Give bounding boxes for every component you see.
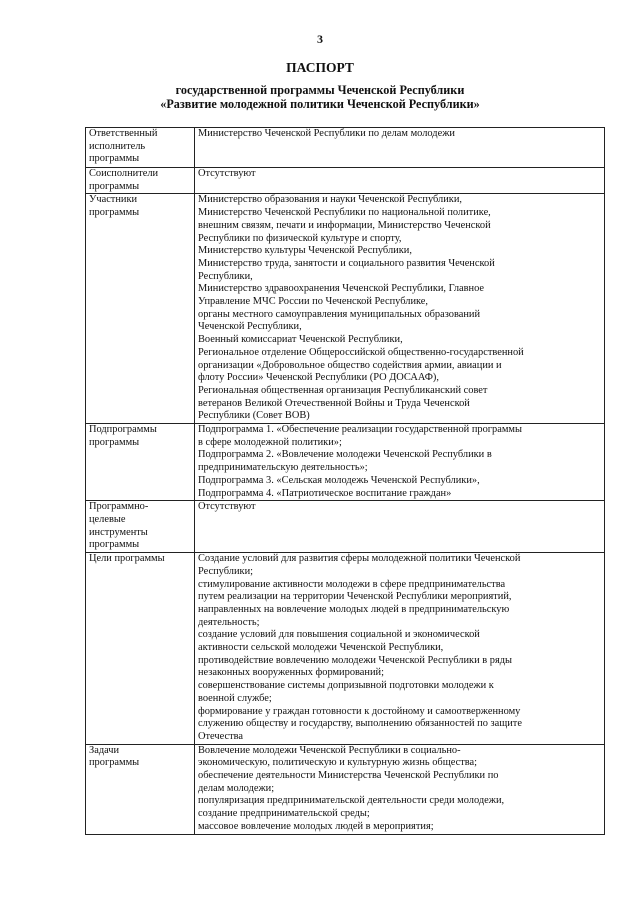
- label-line: Программно-: [89, 501, 149, 513]
- value-line: делам молодежи;: [198, 782, 275, 794]
- label-line: Соисполнители: [89, 168, 159, 179]
- row-label: [86, 194, 195, 424]
- label-line: программы: [89, 153, 140, 165]
- row-label: [86, 501, 195, 553]
- row-value: [195, 128, 605, 168]
- value-line: Региональное отделение Общероссийской общественно-государственной: [198, 346, 524, 358]
- document-subtitle-line-2: «Развитие молодежной политики Чеченской Республики»: [160, 97, 480, 111]
- value-line: формирование у граждан готовности к достойному и самоотверженному: [198, 705, 521, 717]
- row-label: [86, 744, 195, 834]
- value-line: активности сельской молодежи Чеченской Республики,: [198, 642, 444, 654]
- value-line: в сфере молодежной политики»;: [198, 436, 342, 448]
- value-line: флоту России» Чеченской Республики (РО ДОСААФ),: [198, 372, 439, 384]
- row-value: [195, 501, 605, 553]
- table-row-responsible-executor: [86, 128, 605, 168]
- value-line: направленных на вовлечение молодых людей в предпринимательскую: [198, 603, 510, 615]
- value-line: совершенствование системы допризывной подготовки молодежи к: [198, 680, 494, 692]
- label-line: Ответственный: [89, 128, 158, 139]
- value-line: Отсутствуют: [198, 501, 256, 513]
- label-line: программы: [89, 436, 140, 448]
- label-line: программы: [89, 757, 140, 769]
- label-line: Цели программы: [89, 553, 165, 565]
- value-line: Подпрограмма 1. «Обеспечение реализации государственной программы: [198, 424, 522, 436]
- value-line: Республики;: [198, 565, 254, 577]
- value-line: Республики по физической культуре и спорту,: [198, 232, 402, 244]
- value-line: Министерство Чеченской Республики по национальной политике,: [198, 207, 491, 219]
- value-line: Отсутствуют: [198, 168, 256, 179]
- row-value: [195, 194, 605, 424]
- value-line: Управление МЧС России по Чеченской Республике,: [198, 296, 429, 308]
- value-line: Подпрограмма 2. «Вовлечение молодежи Чеченской Республики в: [198, 449, 492, 461]
- value-line: Отечества: [198, 730, 244, 742]
- row-value: [195, 168, 605, 194]
- value-line: путем реализации на территории Чеченской Республики мероприятий,: [198, 591, 512, 603]
- table-row-participants: [86, 194, 605, 424]
- document-title: ПАСПОРТ: [286, 60, 354, 75]
- table-row-target-instruments: [86, 501, 605, 553]
- value-line: массовое вовлечение молодых людей в мероприятия;: [198, 820, 434, 832]
- table-row-subprograms: [86, 424, 605, 501]
- label-line: инструменты: [89, 526, 148, 538]
- row-label: [86, 128, 195, 168]
- value-line: органы местного самоуправления муниципальных образований: [198, 308, 481, 320]
- value-line: экономическую, политическую и культурную жизнь общества;: [198, 757, 478, 769]
- label-line: программы: [89, 180, 140, 192]
- label-line: Участники: [89, 194, 138, 206]
- value-line: Министерство культуры Чеченской Республики,: [198, 245, 412, 257]
- value-line: Подпрограмма 4. «Патриотическое воспитание граждан»: [198, 487, 452, 499]
- table-row-co-executors: [86, 168, 605, 194]
- value-line: Вовлечение молодежи Чеченской Республики в социально-: [198, 744, 461, 756]
- row-label: [86, 553, 195, 745]
- value-line: создание условий для повышения социальной и экономической: [198, 629, 480, 641]
- value-line: стимулирование активности молодежи в сфере предпринимательства: [198, 578, 506, 590]
- row-label: [86, 424, 195, 501]
- value-line: предпринимательскую деятельность»;: [198, 462, 368, 474]
- value-line: создание предпринимательской среды;: [198, 808, 370, 820]
- value-line: Чеченской Республики,: [198, 321, 302, 333]
- value-line: Создание условий для развития сферы молодежной политики Чеченской: [198, 553, 521, 565]
- value-line: Республики (Совет ВОВ): [198, 410, 310, 422]
- label-line: программы: [89, 207, 140, 219]
- value-line: Республики,: [198, 270, 253, 282]
- label-line: программы: [89, 539, 140, 551]
- value-line: Министерство образования и науки Чеченской Республики,: [198, 194, 462, 206]
- label-line: Подпрограммы: [89, 424, 157, 436]
- label-line: целевые: [89, 513, 126, 525]
- value-line: противодействие вовлечению молодежи Чеченской Республики в ряды: [198, 654, 512, 666]
- value-line: незаконных вооруженных формирований;: [198, 667, 384, 679]
- value-line: Министерство здравоохранения Чеченской Республики, Главное: [198, 283, 485, 295]
- value-line: Министерство Чеченской Республики по делам молодежи: [198, 128, 455, 139]
- value-line: Региональная общественная организация Республиканский совет: [198, 384, 488, 396]
- value-line: деятельность;: [198, 616, 260, 628]
- document-subtitle-line-1: государственной программы Чеченской Республики: [175, 83, 465, 97]
- value-line: военной службе;: [198, 692, 272, 704]
- value-line: внешним связям, печати и информации, Министерство Чеченской: [198, 219, 491, 231]
- value-line: Военный комиссариат Чеченской Республики,: [198, 334, 403, 346]
- label-line: Задачи: [89, 744, 120, 756]
- row-value: [195, 424, 605, 501]
- row-value: [195, 553, 605, 745]
- value-line: обеспечение деятельности Министерства Чеченской Республики по: [198, 770, 499, 782]
- row-value: [195, 744, 605, 834]
- table-row-tasks: [86, 744, 605, 834]
- value-line: организации «Добровольное общество содействия армии, авиации и: [198, 359, 502, 371]
- row-label: [86, 168, 195, 194]
- label-line: исполнитель: [89, 140, 146, 152]
- table-row-goals: [86, 553, 605, 745]
- value-line: популяризация предпринимательской деятельности среди молодежи,: [198, 795, 505, 807]
- value-line: Подпрограмма 3. «Сельская молодежь Чеченской Республики»,: [198, 474, 480, 486]
- value-line: Министерство труда, занятости и социального развития Чеченской: [198, 257, 495, 269]
- value-line: служению обществу и государству, выполнению обязанностей по защите: [198, 718, 522, 730]
- page-number: 3: [317, 32, 323, 46]
- passport-table: [85, 127, 605, 835]
- value-line: ветеранов Великой Отечественной Войны и Труда Чеченской: [198, 397, 470, 409]
